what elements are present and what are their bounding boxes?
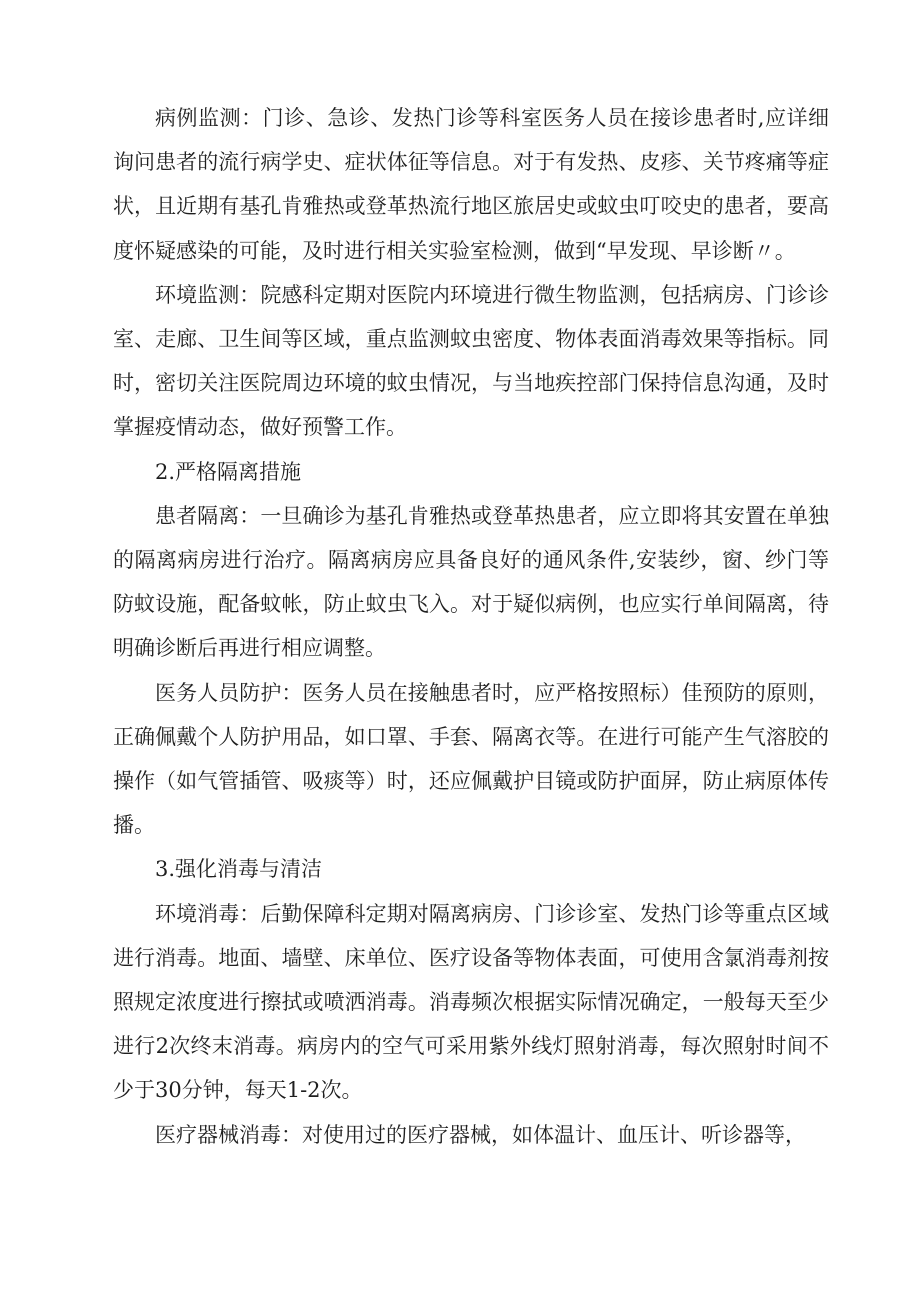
paragraph-text: 对使用过的医疗器械，如体温计、血压计、听诊器等， <box>302 1122 806 1147</box>
paragraph-label: 医务人员防护： <box>155 680 303 705</box>
paragraph-text: 院感科定期对医院内环境进行微生物监测，包括病房、门诊诊室、走廊、卫生间等区域，重点监测蚊虫密度、物体表面消毒效果等指标。同时，密切关注医院周边环境的蚊虫情况，与当地疾控部门保持信息沟通，及时掌握疫情动态，做好预警工作。 <box>113 282 830 440</box>
section-heading-disinfection <box>113 847 829 891</box>
paragraph-patient-isolation <box>113 494 829 671</box>
section-title: .强化消毒与清洁 <box>168 857 323 882</box>
paragraph-text: 后勤保障科定期对隔离病房、门诊诊室、发热门诊等重点区域进行消毒。地面、墙壁、床单位、医疗设备等物体表面，可使用含氯消毒剂按照规定浓度进行擦拭或喷洒消毒。消毒频次根据实际情况确定，一般每天至少进行2次终末消毒。病房内的空气可采用紫外线灯照射消毒，每次照射时间不少于30分钟，每天1-2次。 <box>113 901 830 1103</box>
paragraph-label: 环境监测： <box>155 282 261 307</box>
section-number: 3 <box>155 857 169 882</box>
document-body <box>113 96 829 1157</box>
paragraph-case-monitoring <box>113 96 829 273</box>
paragraph-label: 患者隔离： <box>155 503 261 528</box>
paragraph-text: 门诊、急诊、发热门诊等科室医务人员在接诊患者时,应详细询问患者的流行病学史、症状体征等信息。对于有发热、皮疹、关节疼痛等症状，且近期有基孔肯雅热或登革热流行地区旅居史或蚊虫叮咬史的患者，要高度怀疑感染的可能，及时进行相关实验室检测，做到“早发现、早诊断〃。 <box>113 106 829 263</box>
section-number: 2 <box>155 459 169 484</box>
paragraph-environment-monitoring <box>113 273 829 450</box>
paragraph-label: 病例监测： <box>155 106 263 130</box>
paragraph-label: 医疗器械消毒： <box>155 1122 302 1147</box>
paragraph-device-disinfection <box>113 1113 829 1157</box>
paragraph-environment-disinfection <box>113 892 829 1113</box>
section-title: .严格隔离措施 <box>168 459 302 484</box>
paragraph-label: 环境消毒： <box>155 901 261 926</box>
paragraph-text: 医务人员在接触患者时，应严格按照标）佳预防的原则，正确佩戴个人防护用品，如口罩、手套、隔离衣等。在进行可能产生气溶胶的操作（如气管插管、吸痰等）时，还应佩戴护目镜或防护面屏，防止病原体传播。 <box>113 680 829 838</box>
paragraph-text: 一旦确诊为基孔肯雅热或登革热患者，应立即将其安置在单独的隔离病房进行治疗。隔离病房应具备良好的通风条件,安装纱，窗、纱门等防蚊设施，配备蚊帐，防止蚊虫飞入。对于疑似病例，也应实行单间隔离，待明确诊断后再进行相应调整。 <box>113 503 830 661</box>
paragraph-staff-protection <box>113 671 829 848</box>
section-heading-isolation <box>113 450 829 494</box>
